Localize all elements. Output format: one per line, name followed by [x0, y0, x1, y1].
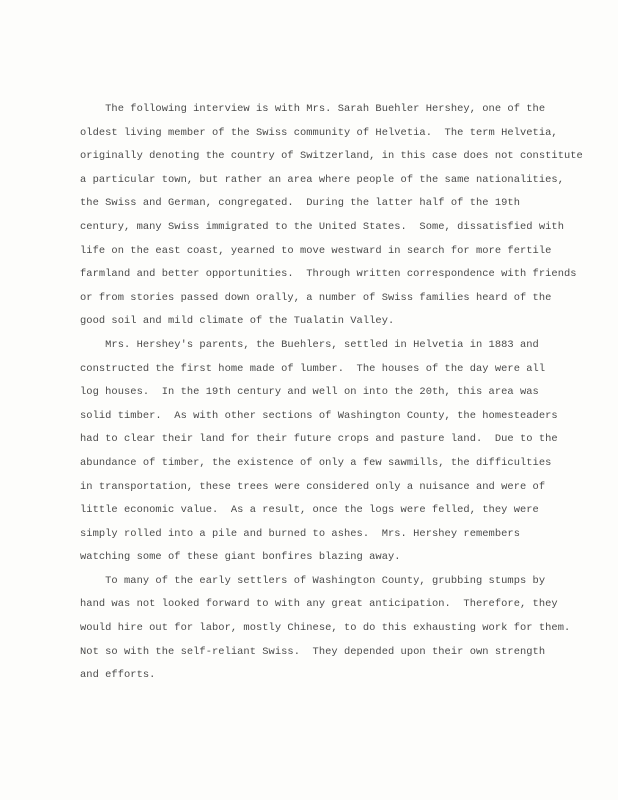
text-line: simply rolled into a pile and burned to ashes. Mrs. Hershey remembers: [80, 527, 520, 540]
document-body: [80, 98, 600, 688]
text-line: the Swiss and German, congregated. During the latter half of the 19th: [80, 197, 520, 210]
text-line: farmland and better opportunities. Through written correspondence with friends: [80, 268, 577, 281]
text-line: life on the east coast, yearned to move westward in search for more fertile: [80, 244, 552, 257]
text-line: To many of the early settlers of Washington County, grubbing stumps by: [80, 574, 546, 587]
text-line: a particular town, but rather an area where people of the same nationalities,: [80, 173, 564, 186]
paragraph-1: [80, 98, 600, 334]
text-line: solid timber. As with other sections of Washington County, the homesteaders: [80, 409, 558, 422]
text-line: log houses. In the 19th century and well on into the 20th, this area was: [80, 386, 539, 399]
text-line: Mrs. Hershey's parents, the Buehlers, settled in Helvetia in 1883 and: [80, 338, 539, 351]
text-line: or from stories passed down orally, a number of Swiss families heard of the: [80, 291, 552, 304]
paragraph-2: [80, 334, 600, 570]
text-line: The following interview is with Mrs. Sarah Buehler Hershey, one of the: [80, 103, 546, 115]
text-line: hand was not looked forward to with any great anticipation. Therefore, they: [80, 598, 558, 611]
text-line: and efforts.: [80, 669, 156, 682]
text-line: abundance of timber, the existence of only a few sawmills, the difficulties: [80, 456, 552, 469]
text-line: in transportation, these trees were considered only a nuisance and were of: [80, 480, 546, 493]
text-line: oldest living member of the Swiss community of Helvetia. The term Helvetia,: [80, 126, 558, 139]
text-line: constructed the first home made of lumber. The houses of the day were all: [80, 362, 546, 375]
text-line: century, many Swiss immigrated to the United States. Some, dissatisfied with: [80, 220, 564, 233]
text-line: watching some of these giant bonfires blazing away.: [80, 551, 401, 564]
text-line: would hire out for labor, mostly Chinese, to do this exhausting work for them.: [80, 622, 571, 635]
text-line: originally denoting the country of Switzerland, in this case does not constitute: [80, 150, 583, 163]
paragraph-3: [80, 570, 600, 688]
text-line: had to clear their land for their future crops and pasture land. Due to the: [80, 433, 558, 446]
text-line: good soil and mild climate of the Tualatin Valley.: [80, 315, 395, 328]
text-line: little economic value. As a result, once the logs were felled, they were: [80, 504, 539, 517]
text-line: Not so with the self-reliant Swiss. They depended upon their own strength: [80, 645, 546, 658]
